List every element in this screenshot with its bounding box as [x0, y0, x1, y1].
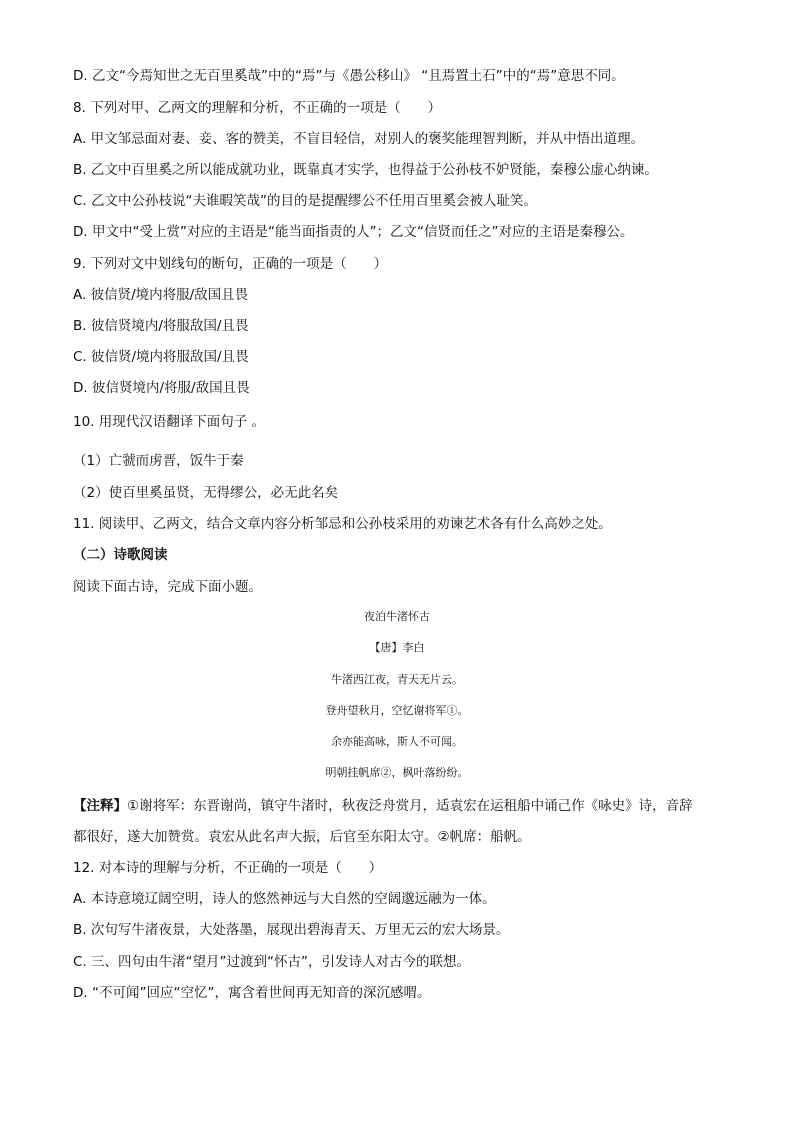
poem-verse-2: 登舟望秋月，空忆谢将军①。 — [325, 704, 469, 717]
poem-verse-1: 牛渚西江夜，青天无片云。 — [331, 673, 463, 686]
option-d-q9: D. 彼信贤境内/将服/敌国且畏 — [73, 380, 250, 396]
option-a-q9: A. 彼信贤/境内将服/敌国且畏 — [73, 287, 249, 303]
option-c-q12: C. 三、四句由牛渚“望月”过渡到“怀古”，引发诗人对古今的联想。 — [73, 954, 470, 970]
option-c-q9: C. 彼信贤/境内将服敌国/且畏 — [73, 349, 249, 365]
question-10: 10. 用现代汉语翻译下面句子 。 — [73, 414, 266, 430]
question-12: 12. 对本诗的理解与分析，不正确的一项是（ ） — [73, 860, 383, 876]
option-c-q8: C. 乙文中公孙枝说“夫谁暇笑哉”的目的是提醒缪公不任用百里奚会被人耻笑。 — [73, 193, 537, 209]
translation-item-1: （1）亡虢而虏晋，饭牛于秦 — [73, 453, 244, 469]
option-a-q12: A. 本诗意境辽阔空明，诗人的悠然神远与大自然的空阔邈远融为一体。 — [73, 891, 496, 907]
option-d-q12: D. “不可闻”回应“空忆”，寓含着世间再无知音的深沉感喟。 — [73, 985, 431, 1001]
option-d-q8: D. 甲文中“受上赏”对应的主语是“能当面指责的人”；乙文“信贤而任之”对应的主语是秦穆公。 — [73, 224, 634, 240]
poem-note-line-2: 都很好，遂大加赞赏。袁宏从此名声大振，后官至东阳太守。②帆席：船帆。 — [73, 829, 531, 845]
translation-item-2: （2）使百里奚虽贤，无得缪公，必无此名矣 — [73, 485, 339, 501]
note-label: 【注释】 — [73, 798, 127, 814]
option-b-q12: B. 次句写牛渚夜景，大处落墨，展现出碧海青天、万里无云的宏大场景。 — [73, 922, 510, 938]
option-a-q8: A. 甲文邹忌面对妻、妾、客的赞美，不盲目轻信，对别人的褒奖能理智判断，并从中悟出道理。 — [73, 131, 645, 147]
question-9: 9. 下列对文中划线句的断句，正确的一项是（ ） — [73, 256, 388, 272]
poem-author: 【唐】李白 — [369, 641, 425, 654]
note-text-1: ①谢将军：东晋谢尚，镇守牛渚时，秋夜泛舟赏月，适袁宏在运租船中诵己作《咏史》诗，音辞 — [127, 798, 693, 814]
option-d-q7: D. 乙文“今焉知世之无百里奚哉”中的“焉”与《愚公移山》 “且焉置土石”中的“焉”意思不同。 — [73, 68, 625, 84]
option-b-q8: B. 乙文中百里奚之所以能成就功业，既靠真才实学，也得益于公孙枝不妒贤能，秦穆公虚心纳谏。 — [73, 162, 658, 178]
section-title: （二）诗歌阅读 — [73, 547, 168, 563]
poem-verse-3: 余亦能高咏，斯人不可闻。 — [331, 735, 463, 748]
poem-note-line-1 — [73, 797, 693, 815]
poem-title: 夜泊牛渚怀古 — [364, 610, 430, 623]
poem-verse-4: 明朝挂帆席②，枫叶落纷纷。 — [325, 766, 469, 779]
option-b-q9: B. 彼信贤境内/将服敌国/且畏 — [73, 318, 249, 334]
poem-instruction: 阅读下面古诗，完成下面小题。 — [73, 579, 262, 595]
question-11: 11. 阅读甲、乙两文，结合文章内容分析邹忌和公孙枝采用的劝谏艺术各有什么高妙之处。 — [73, 516, 612, 532]
question-8: 8. 下列对甲、乙两文的理解和分析，不正确的一项是（ ） — [73, 100, 442, 116]
